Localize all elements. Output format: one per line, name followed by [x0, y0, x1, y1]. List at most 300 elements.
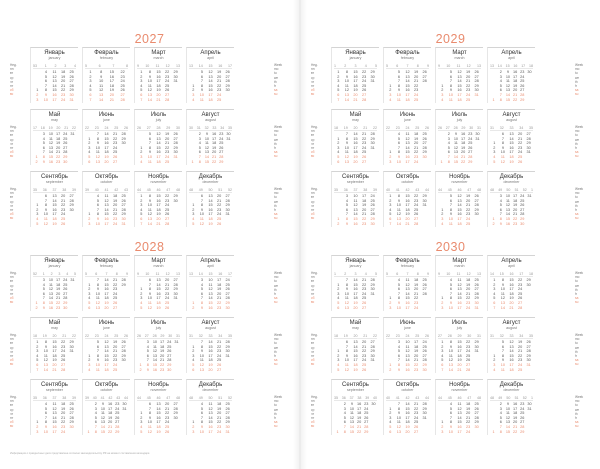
day-cell: 16	[52, 344, 57, 349]
weekday-label: su	[274, 424, 278, 429]
day-cell: 1	[35, 154, 38, 159]
day-rows	[189, 194, 232, 226]
day-cell: 29	[370, 282, 375, 287]
day-cell: 8	[200, 344, 203, 349]
day-cell: 19	[159, 349, 165, 354]
week-numbers	[189, 126, 232, 131]
day-cell: 27	[219, 150, 224, 155]
weekday-label: th	[274, 203, 277, 208]
day-cell: 15	[104, 212, 109, 217]
day-cell: 28	[225, 340, 230, 344]
day-cell: 10	[344, 358, 349, 363]
day-cell: 25	[167, 344, 172, 349]
week-number: 7	[406, 272, 409, 276]
day-cell: 9	[200, 349, 203, 354]
month-name-en: june	[103, 326, 110, 330]
day-cell: 15	[156, 194, 161, 198]
day-cell: 11	[505, 198, 510, 203]
month-april	[487, 47, 535, 103]
day-cell: 4	[499, 198, 502, 203]
day-cell: 2	[140, 291, 143, 296]
day-cell: 6	[146, 353, 149, 358]
month-name-ru: Июнь	[399, 320, 416, 326]
day-cell: 11	[344, 83, 349, 88]
week-number: 35	[529, 126, 533, 130]
week-number: 35	[33, 188, 37, 192]
weekday-label: ср	[311, 137, 315, 142]
day-row	[85, 430, 128, 435]
day-cell: 28	[167, 358, 172, 363]
day-cell: 6	[343, 420, 346, 425]
day-cell: 29	[370, 70, 375, 74]
day-cell: 14	[208, 415, 213, 420]
day-cell: 4	[493, 291, 496, 296]
day-cell: 2	[198, 132, 201, 136]
weekday-label: su	[575, 154, 579, 159]
month-april	[186, 47, 234, 103]
day-cell: 4	[397, 344, 400, 349]
day-cell: 10	[448, 305, 453, 310]
day-cell: 4	[36, 353, 39, 358]
day-cell: 13	[353, 207, 358, 212]
day-cell: 15	[52, 420, 57, 425]
week-numbers	[189, 64, 232, 69]
day-cell: 11	[152, 344, 157, 349]
month-name-en: november	[150, 180, 167, 184]
day-cell: 5	[449, 70, 452, 74]
week-number: 31	[196, 126, 201, 130]
day-cell: 7	[96, 349, 99, 354]
day-cell: 17	[156, 79, 161, 84]
day-cell: 26	[517, 296, 523, 301]
day-cell: 18	[55, 136, 61, 141]
day-cell: 25	[370, 198, 375, 203]
day-cell: 1	[441, 83, 444, 88]
day-cell: 25	[112, 296, 118, 301]
weekday-label: mo	[274, 191, 279, 196]
day-cell: 10	[448, 216, 453, 221]
day-cell: 23	[361, 353, 367, 358]
day-cell: 4	[198, 141, 201, 146]
day-cell: 1	[389, 406, 392, 411]
day-row	[334, 306, 377, 311]
week-numbers	[189, 272, 232, 277]
week-number: 31	[175, 334, 180, 338]
day-row	[137, 160, 180, 165]
day-cell: 7	[449, 291, 452, 296]
day-cell: 4	[389, 420, 392, 425]
day-cell: 2	[337, 221, 340, 226]
week-number: 1	[42, 272, 45, 276]
day-cell: 17	[55, 278, 61, 282]
day-cell: 17	[457, 349, 462, 354]
day-cell: 9	[397, 88, 400, 93]
day-cell: 4	[337, 362, 340, 367]
day-cell: 20	[156, 216, 161, 221]
day-cell: 6	[397, 353, 400, 358]
day-cell: 17	[156, 296, 161, 301]
day-cell: 16	[48, 305, 54, 310]
weekday-label: tu	[575, 341, 578, 346]
day-cell: 6	[148, 402, 151, 406]
day-cell: 22	[112, 136, 118, 141]
day-cell: 24	[364, 406, 369, 411]
day-cell: 16	[208, 424, 213, 429]
day-cell: 3	[36, 349, 39, 354]
day-cell: 26	[112, 154, 118, 159]
day-cell: 24	[361, 291, 367, 296]
day-cell: 9	[148, 291, 151, 296]
day-cell: 3	[36, 429, 39, 434]
day-cell: 7	[449, 203, 452, 208]
day-cell: 3	[192, 429, 195, 434]
month-name-ru: Сентябрь	[41, 174, 68, 180]
day-cell: 8	[397, 362, 400, 367]
week-number: 30	[189, 126, 193, 130]
day-cell: 27	[465, 362, 471, 367]
week-number: 23	[395, 334, 400, 338]
day-cell: 15	[405, 150, 410, 155]
day-cell: 2	[441, 424, 444, 429]
day-cell: 3	[493, 362, 496, 367]
month-february	[383, 255, 431, 311]
day-cell: 17	[208, 92, 213, 97]
day-cell: 7	[148, 406, 151, 411]
day-cell: 29	[219, 159, 224, 164]
day-cell: 27	[63, 291, 68, 296]
day-cell: 30	[370, 287, 375, 292]
day-cell: 6	[337, 92, 340, 97]
day-cell: 17	[405, 415, 410, 420]
day-cell: 22	[361, 216, 367, 221]
day-cell: 4	[94, 411, 97, 416]
week-label: Week	[575, 63, 584, 67]
day-cell: 16	[208, 88, 213, 93]
day-rows	[386, 70, 429, 102]
day-cell: 7	[140, 221, 143, 226]
week-number: 6	[95, 272, 98, 276]
day-rows	[85, 194, 128, 226]
day-cell: 5	[499, 83, 502, 88]
week-number: 22	[85, 334, 89, 338]
day-cell: 31	[526, 150, 531, 155]
day-cell: 6	[140, 92, 143, 97]
day-cell: 27	[167, 353, 172, 358]
day-cell: 4	[44, 402, 47, 406]
day-cell: 25	[517, 367, 523, 372]
day-cell: 15	[208, 420, 213, 425]
day-cell: 30	[63, 305, 68, 310]
day-cell: 15	[405, 83, 410, 88]
day-cell: 5	[200, 70, 203, 74]
month-name-en: october	[100, 180, 113, 184]
weekday-label: пт	[10, 353, 14, 358]
day-cell: 20	[107, 420, 113, 425]
day-cell: 12	[48, 141, 54, 146]
week-number: 35	[33, 396, 37, 400]
week-number: 37	[52, 396, 57, 400]
day-cell: 8	[200, 83, 203, 88]
weekday-labels-ru	[10, 271, 22, 305]
day-cell: 6	[89, 92, 92, 97]
day-cell: 18	[60, 70, 66, 74]
day-cell: 19	[208, 362, 213, 367]
day-cell: 23	[164, 291, 170, 296]
day-cell: 7	[499, 424, 502, 429]
day-cell: 21	[361, 212, 367, 217]
day-cell: 29	[474, 420, 479, 425]
weekday-label: th	[575, 287, 578, 292]
day-cell: 25	[517, 291, 523, 296]
day-cell: 24	[517, 362, 523, 367]
day-cell: 17	[353, 79, 358, 84]
day-cell: 19	[512, 415, 518, 420]
day-cell: 25	[120, 83, 125, 88]
week-number: 2	[344, 272, 347, 276]
week-label: Нед.	[311, 271, 318, 275]
day-rows	[386, 132, 429, 164]
weekday-label: sa	[575, 88, 579, 93]
weekday-label: fr	[274, 353, 276, 358]
day-cell: 2	[389, 411, 392, 416]
day-cell: 9	[397, 300, 400, 305]
week-label: Нед.	[311, 63, 318, 67]
week-number: 50	[506, 396, 511, 400]
day-cell: 12	[100, 415, 106, 420]
day-cell: 3	[345, 194, 348, 198]
day-cell: 3	[441, 305, 444, 310]
day-cell: 17	[208, 429, 213, 434]
day-cell: 15	[353, 136, 358, 141]
day-cell: 28	[474, 415, 479, 420]
weekday-label: вс	[311, 154, 315, 159]
week-number: 13	[490, 64, 494, 68]
weekday-label: fr	[274, 291, 276, 296]
weekday-label: th	[575, 349, 578, 354]
day-cell: 19	[156, 305, 161, 310]
weekday-label: fr	[575, 145, 577, 150]
day-cell: 8	[345, 136, 348, 141]
month-name-en: september	[46, 388, 63, 392]
day-cell: 3	[441, 429, 444, 434]
day-cell: 1	[191, 159, 194, 164]
day-cell: 6	[96, 344, 99, 349]
day-cell: 13	[457, 74, 462, 79]
day-cell: 9	[44, 207, 47, 212]
day-cell: 26	[474, 70, 479, 74]
day-cell: 15	[52, 88, 57, 93]
day-cell: 7	[146, 358, 149, 363]
day-cell: 20	[60, 194, 66, 198]
day-cell: 29	[526, 278, 531, 282]
weekday-label: sa	[274, 150, 278, 155]
week-number: 35	[529, 334, 533, 338]
week-number: 44	[137, 188, 141, 192]
day-cell: 5	[449, 282, 452, 287]
day-cell: 7	[94, 424, 97, 429]
day-cell: 18	[216, 402, 222, 406]
day-cell: 4	[337, 150, 340, 155]
day-cell: 23	[413, 300, 419, 305]
day-cell: 22	[361, 136, 367, 141]
day-cell: 25	[216, 358, 222, 363]
week-number: 1	[44, 64, 47, 68]
day-rows	[33, 132, 76, 164]
day-cell: 28	[370, 132, 375, 136]
week-number: 15	[499, 272, 504, 276]
weekday-label: sa	[274, 358, 278, 363]
week-number: 9	[137, 272, 139, 276]
day-cell: 7	[501, 136, 504, 141]
day-cell: 27	[63, 145, 68, 150]
day-cell: 16	[405, 411, 410, 416]
day-cell: 21	[112, 349, 118, 354]
day-cell: 17	[353, 358, 358, 363]
day-cell	[69, 306, 76, 311]
day-cell: 10	[344, 291, 349, 296]
day-cell: 10	[43, 429, 48, 434]
week-number: 52	[522, 396, 527, 400]
day-cell: 9	[96, 141, 99, 146]
day-cell: 23	[465, 424, 471, 429]
day-rows	[137, 70, 180, 102]
day-cell: 11	[95, 296, 100, 301]
month-name-en: april	[508, 56, 515, 60]
day-cell: 28	[173, 282, 178, 287]
month-name-en: march	[454, 56, 465, 60]
day-cell: 1	[36, 88, 39, 93]
day-cell: 4	[441, 353, 444, 358]
day-cell: 30	[69, 207, 74, 212]
day-cell: 19	[465, 282, 471, 287]
day-cell: 20	[517, 132, 523, 136]
day-cell: 29	[121, 353, 126, 358]
day-cell: 8	[499, 97, 502, 102]
day-cell: 9	[397, 198, 400, 203]
day-cell: 10	[344, 145, 349, 150]
week-number: 14	[198, 64, 203, 68]
week-number: 30	[469, 126, 474, 130]
weekday-label: сб	[311, 358, 315, 363]
day-cell: 30	[226, 132, 231, 136]
day-cell: 25	[520, 79, 525, 84]
day-cell: 9	[501, 282, 504, 287]
day-cell	[524, 306, 533, 311]
day-cell: 23	[517, 358, 523, 363]
month-february	[383, 47, 431, 103]
day-cell: 12	[405, 70, 410, 74]
day-cell: 7	[345, 132, 348, 136]
week-number: 25	[114, 126, 119, 130]
day-cell: 17	[457, 429, 462, 434]
day-cell: 6	[345, 340, 348, 344]
day-rows	[334, 194, 377, 226]
day-cell: 20	[216, 74, 222, 79]
day-cell: 27	[364, 420, 369, 425]
day-cell: 19	[512, 83, 518, 88]
day-row	[189, 430, 232, 435]
day-cell: 18	[156, 300, 161, 305]
day-cell: 18	[457, 353, 462, 358]
day-cell: 12	[453, 145, 459, 150]
day-cell: 14	[396, 221, 401, 226]
day-cell: 12	[349, 415, 355, 420]
day-cell: 9	[96, 216, 99, 221]
day-cell: 15	[509, 353, 514, 358]
day-cell: 21	[107, 424, 113, 429]
month-name-en: february	[400, 264, 415, 268]
day-cell: 1	[139, 362, 142, 367]
month-june	[82, 317, 130, 373]
day-cell: 13	[505, 207, 511, 212]
day-cell: 29	[474, 207, 479, 212]
day-cell: 30	[121, 141, 126, 146]
day-cell: 26	[422, 282, 427, 287]
day-cell: 10	[199, 353, 204, 358]
day-cell: 17	[104, 221, 109, 226]
day-cell: 12	[509, 340, 514, 344]
day-cell: 28	[370, 278, 375, 282]
day-row	[137, 430, 180, 435]
month-february	[82, 47, 130, 103]
day-cell: 23	[465, 300, 471, 305]
day-cell: 19	[52, 358, 57, 363]
day-rows	[438, 402, 481, 434]
day-cell: 30	[69, 344, 74, 349]
weekday-label: th	[575, 203, 578, 208]
day-cell: 3	[389, 159, 392, 164]
day-cell: 1	[35, 300, 38, 305]
month-name-ru: Март	[151, 50, 166, 56]
day-cell: 13	[199, 367, 204, 372]
day-cell: 6	[501, 132, 504, 136]
day-cell: 28	[120, 97, 125, 102]
day-cell: 3	[140, 154, 143, 159]
day-cell: 18	[208, 216, 213, 221]
week-numbers	[334, 64, 377, 69]
weekday-label: вт	[10, 341, 14, 346]
week-number: 22	[386, 334, 390, 338]
day-cell: 1	[492, 216, 495, 221]
day-cell: 3	[343, 406, 346, 411]
day-cell: 14	[147, 221, 152, 226]
day-cell: 20	[60, 79, 66, 84]
week-label: Week	[575, 271, 584, 275]
day-cell: 10	[208, 278, 213, 282]
day-cell: 5	[198, 145, 201, 150]
week-numbers	[386, 188, 429, 193]
weekday-label: fr	[575, 83, 577, 88]
day-cell	[171, 160, 180, 165]
weekday-label: пн	[311, 67, 315, 72]
week-label: Week	[575, 333, 584, 337]
day-cell: 21	[512, 424, 518, 429]
day-cell: 15	[453, 159, 459, 164]
day-cell: 14	[152, 358, 158, 363]
week-number: 27	[144, 334, 149, 338]
day-cell: 17	[509, 150, 514, 155]
day-cell: 31	[173, 296, 178, 301]
day-cell: 21	[55, 150, 61, 155]
day-cell: 30	[225, 88, 230, 93]
day-rows	[386, 194, 429, 226]
day-cell: 26	[69, 74, 74, 79]
month-name-ru: Декабрь	[499, 382, 524, 388]
day-cell: 16	[104, 216, 109, 221]
day-cell: 3	[94, 406, 97, 411]
week-number: 51	[514, 396, 519, 400]
day-cell: 10	[204, 136, 210, 141]
